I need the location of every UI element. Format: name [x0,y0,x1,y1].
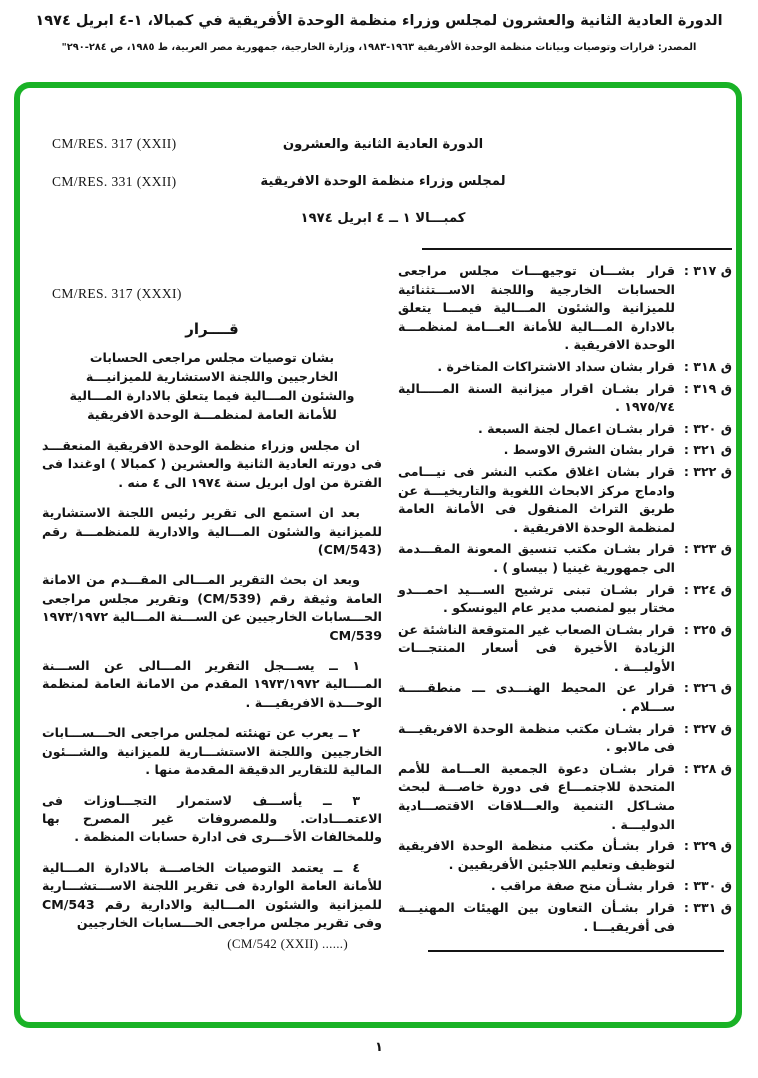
session-title-line-2: لمجلس وزراء منظمة الوحدة الافريقية [260,174,506,189]
toc-column [398,248,732,952]
toc-item-number: ق ٣٣١ : [683,900,732,915]
toc-item [398,720,732,757]
resolution-paragraph: ١ ــ يســـجل التقرير المـــالى عن الســـنة المــــالية ١٩٧٣/١٩٧٢ المقدم من الامانة العامة لمنظمة الوحـــدة الافريقيـــة . [42,658,382,710]
toc-rule-bottom [428,950,724,952]
toc-item [398,837,732,874]
toc-item [398,760,732,834]
toc-item-text: قرار بشـأن منح صفة مراقب . [490,878,675,894]
toc-item-number: ق ٣٢١ : [683,442,732,458]
resolution-ref: CM/RES. 317 (XXXI) [52,286,182,301]
toc-item-text: قرار بشـان مكتب منظمة الوحدة الافريقيـــة فى مالابو . [398,720,675,755]
subtitle-line: الخارجيين واللجنة الاستشارية للميزانيـــة [85,369,339,384]
toc-item-text: قرار بشـان دعوة الجمعية العـــامة للأمم المتحدة للاجتمـــاع فى دورة خاصـــة لبحث مشـاكل التنمية والعـــلاقات الاقتصـــادية الدوليـــة . [398,760,675,832]
toc-item [398,380,732,417]
session-title-line-3: كمبـــالا ١ ــ ٤ ابريل ١٩٧٤ [300,211,466,226]
toc-item-number: ق ٣١٩ : [683,380,732,396]
toc-item-text: قرار بشـأن التعاون بين الهيئات المهنيـــة فى أفريقيـــا . [398,900,675,934]
resolution-paragraph: ٢ ــ يعرب عن تهنئته لمجلس مراجعى الحـــســـابات الخارجيين واللجنة الاستشـــارية للميزانية والشـــئون المالية للتقارير الدقيقة المقدمة منها . [42,725,382,778]
toc-item-text: قرار بشـان الصعاب غير المتوقعة الناشئة عن الزيادة الأخيرة فى أسعار المنتجـــات الأوليـــة . [398,621,675,674]
page-number: ١ [375,1040,383,1055]
toc-item [398,358,732,377]
toc-item-text: قرار بشان اغلاق مكتب النشر فى نيـــامى وادماج مركز الابحاث اللغوية والتاريخيـــة عن طريق التراث المنقول فى الأمانة العامة لمنظمة الوحدة الافريقية . [398,463,675,535]
toc-item [398,262,732,355]
toc-list [398,262,732,936]
toc-item-text: قرار بشـأن مكتب منظمة الوحدة الافريقية لتوظيف وتعليم اللاجئين الأفريقيين . [398,838,675,872]
toc-item-text: قرار بشـــان توجيهـــات مجلس مراجعى الحسابات الخارجية واللجنة الاســـتثنائية للميزانية والشئون المـــالية فيمـــا يتعلق بالادارة المـــالية للأمانة العـــامة لمنظمـــة الوحدة الافريقية . [398,263,675,353]
resolution-paragraph: ان مجلس وزراء منظمة الوحدة الافريقية المنعقـــد فى دورته العادية الثانية والعشرين ( كمبالا ) اوغندا فى الفترة من اول ابريل سنة ١٩٧٤ الى ٤ منه . [42,438,382,490]
toc-rule-top [422,248,732,250]
toc-item [398,463,732,537]
resolution-body [42,437,382,932]
toc-item [398,899,732,936]
toc-item [398,420,732,439]
toc-item-text: قرار بشـان تبنى ترشيح الســـيد احمـــدو مختار بيو لمنصب مدير عام اليونسكو . [398,581,675,616]
toc-item [398,679,732,716]
subtitle-line: للأمانة العامة لمنظمـــة الوحدة الافريقية [87,407,337,422]
resolution-paragraph: ٣ ــ يأســـف لاستمرار التجـــاوزات فى الاعتمـــادات. وللمصروفات غير المصرح بها وللمخالفات الأخـــرى فى ادارة حسابات المنظمة . [42,792,382,845]
page-header [0,10,758,53]
cm-ref-331-xxii: CM/RES. 331 (XXII) [52,174,177,189]
toc-item [398,621,732,677]
toc-item-number: ق ٣٢٤ : [683,581,732,597]
toc-item-number: ق ٣٢٨ : [683,760,732,776]
toc-item [398,540,732,577]
toc-item-number: ق ٣٢٢ : [683,463,732,479]
toc-item-text: قرار بشـان مكتب تنسيق المعونة المقـــدمة الى جمهورية غينيا ( بيساو ) . [398,541,675,575]
resolution-title: قــــرار [185,320,239,338]
toc-item-text: قرار بشـان اعمال لجنة السبعة . [477,420,675,436]
toc-item-number: ق ٣٢٩ : [683,838,732,854]
toc-item-text: قرار بشان سداد الاشتراكات المتاخرة . [437,358,675,374]
toc-item-number: ق ٣٢٥ : [683,621,732,637]
toc-item-number: ق ٣١٧ : [683,263,732,278]
toc-item-text: قرار بشان الشرق الاوسط . [503,442,675,458]
toc-item-number: ق ٣٢٣ : [683,541,732,557]
resolution-paragraph: وبعد ان بحث التقرير المـــالى المقـــدم من الامانة العامة وثيقة رقم (CM/539) وتقرير مجلس مراجعى الحـــسابات الخارجيين عن الســـنة المـــالية ١٩٧٣/١٩٧٢ CM/539 [42,572,383,643]
source-caption: المصدر: قرارات وتوصيات وبيانات منظمة الوحدة الأفريقية ١٩٦٣-١٩٨٣، وزارة الخارجية، جمهورية مصر العربية، ط ١٩٨٥، ص ٢٨٤-٢٩٠" [61,42,697,53]
toc-item-text: قرار بشـان اقرار ميزانية السنة المـــــالية ١٩٧٥/٧٤ . [398,380,675,415]
session-title-line-1: الدورة العادية الثانية والعشرون [282,137,484,152]
closing-ref: (CM/542 (XXII) ......) [227,936,348,952]
session-title [258,126,508,237]
toc-item-number: ق ٣٣٠ : [683,878,732,894]
subtitle-line: بشان توصيات مجلس مراجعى الحسابات [89,350,335,365]
toc-item-number: ق ٣١٨ : [683,358,732,374]
resolution-subtitle [42,348,382,424]
cm-ref-317-xxii: CM/RES. 317 (XXII) [52,136,177,151]
document-frame [14,82,742,1028]
toc-item [398,441,732,460]
session-caption: الدورة العادية الثانية والعشرون لمجلس وزراء منظمة الوحدة الأفريقية في كمبالا، ١-٤ ابريل ١٩٧٤ [35,13,723,29]
subtitle-line: والشئون المـــالية فيما يتعلق بالادارة المـــالية [69,388,355,403]
toc-item [398,877,732,896]
toc-item-number: ق ٣٢٠ : [683,420,732,436]
resolution-column [42,286,382,952]
resolution-paragraph: ٤ ــ يعتمد التوصيات الخاصـــة بالادارة المـــالية للأمانة العامة الواردة فى تقرير اللجنة الاســـتشـــارية للميزانية والشئون المـــالية والادارية رقم CM/543 وفى تقرير مجلس مراجعى الحـــسابات الخارجيين [42,859,382,930]
resolution-paragraph: بعد ان استمع الى تقرير رئيس اللجنة الاستشارية للميزانية والشئون المـــالية والادارية للمنظمـــة رقم (CM/543) [42,505,382,558]
toc-item [398,581,732,618]
toc-item-number: ق ٣٢٦ : [683,680,732,696]
toc-item-number: ق ٣٢٧ : [683,720,732,736]
toc-item-text: قرار عن المحيط الهنـــدى ـــ منطقـــــة ســـلام . [398,680,675,715]
